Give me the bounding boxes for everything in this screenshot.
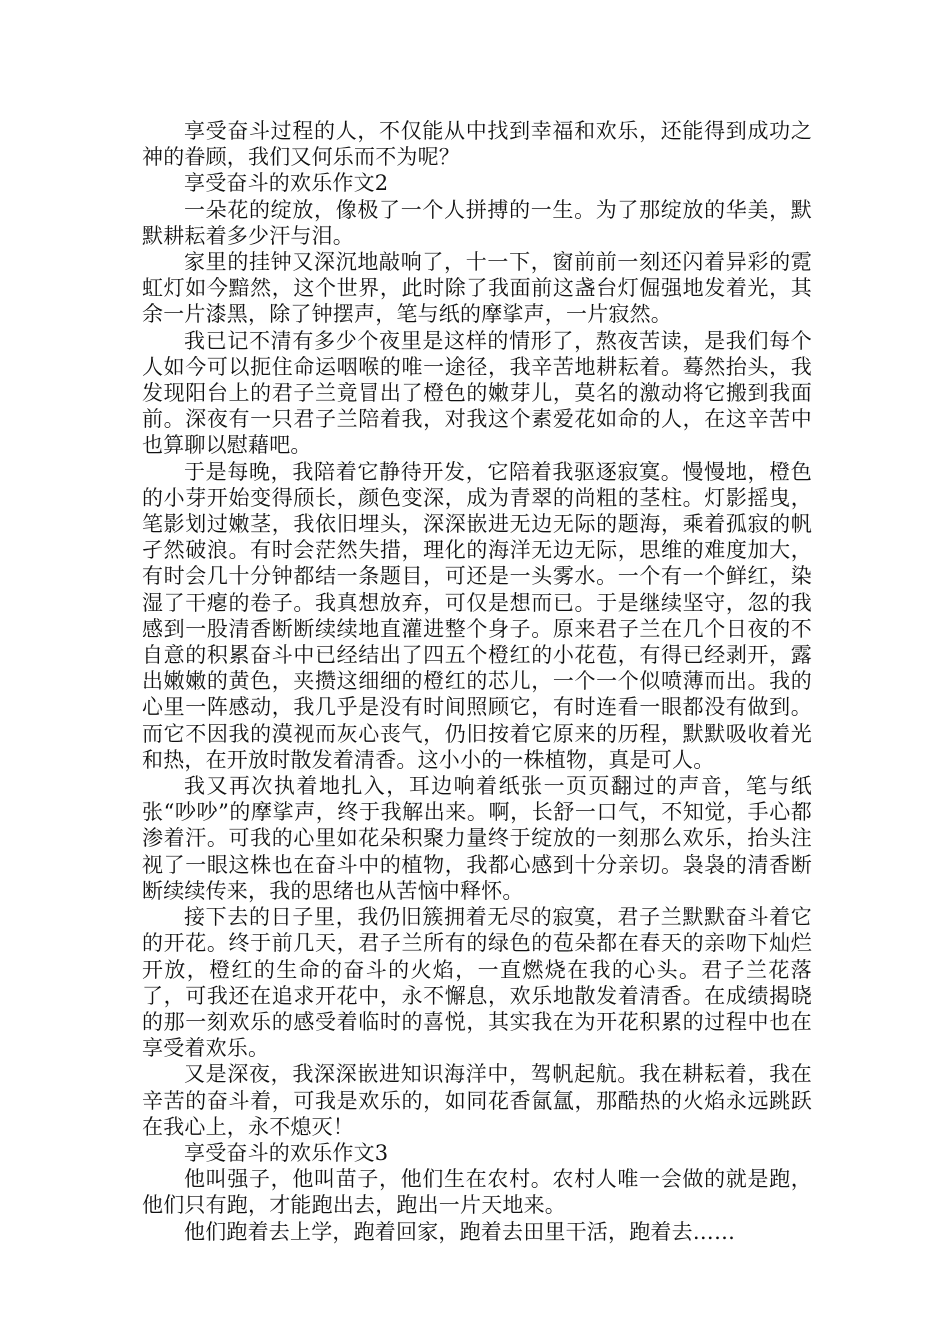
- section-heading-2: 享受奋斗的欢乐作文2: [184, 171, 389, 196]
- article-body: [142, 118, 812, 1245]
- paragraph: 又是深夜，我深深嵌进知识海洋中，驾帆起航。我在耕耘着，我在辛苦的奋斗着，可我是欢乐的，如同花香氤氲，那酷热的火焰永远跳跃在我心上，永不熄灭！: [142, 1062, 812, 1139]
- paragraph: 于是每晚，我陪着它静待开发，它陪着我驱逐寂寞。慢慢地，橙色的小芽开始变得颀长，颜色变深，成为青翠的尚粗的茎柱。灯影摇曳，笔影划过嫩茎，我依旧埋头，深深嵌进无边无际的题海，乘着孤寂的帆孑然破浪。有时会茫然失措，理化的海洋无边无际，思维的难度加大，有时会几十分钟都结一条题目，可还是一头雾水。一个有一个鲜红，染湿了干瘪的卷子。我真想放弃，可仅是想而已。于是继续坚守，忽的我感到一股清香断断续续地直灌进整个身子。原来君子兰在几个日夜的不自意的积累奋斗中已经结出了四五个橙红的小花苞，有得已经剥开，露出嫩嫩的黄色，夹攒这细细的橙红的芯儿，一个一个似喷薄而出。我的心里一阵感动，我几乎是没有时间照顾它，有时连看一眼都没有做到。而它不因我的漠视而灰心丧气，仍旧按着它原来的历程，默默吸收着光和热，在开放时散发着清香。这小小的一株植物，真是可人。: [142, 459, 812, 772]
- paragraph: 我已记不清有多少个夜里是这样的情形了，熬夜苦读，是我们每个人如今可以扼住命运咽喉的唯一途径，我辛苦地耕耘着。蓦然抬头，我发现阳台上的君子兰竟冒出了橙色的嫩芽儿，莫名的激动将它搬到我面前。深夜有一只君子兰陪着我，对我这个素爱花如命的人，在这辛苦中也算聊以慰藉吧。: [142, 328, 812, 458]
- paragraph: 他叫强子，他叫苗子，他们生在农村。农村人唯一会做的就是跑，他们只有跑，才能跑出去，跑出一片天地来。: [142, 1167, 812, 1218]
- paragraph: 家里的挂钟又深沉地敲响了，十一下，窗前前一刻还闪着异彩的霓虹灯如今黯然，这个世界，此时除了我面前这盏台灯倔强地发着光，其余一片漆黑，除了钟摆声，笔与纸的摩挲声，一片寂然。: [142, 250, 812, 327]
- paragraph: 一朵花的绽放，像极了一个人拼搏的一生。为了那绽放的华美，默默耕耘着多少汗与泪。: [142, 197, 812, 248]
- section-heading-3: 享受奋斗的欢乐作文3: [184, 1140, 389, 1165]
- paragraph: 我又再次执着地扎入，耳边响着纸张一页页翻过的声音，笔与纸张“吵吵”的摩挲声，终于我解出来。啊，长舒一口气，不知觉，手心都渗着汗。可我的心里如花朵积聚力量终于绽放的一刻那么欢乐，抬头注视了一眼这株也在奋斗中的植物，我都心感到十分亲切。袅袅的清香断断续续传来，我的思绪也从苦恼中释怀。: [142, 774, 812, 903]
- paragraph: 他们跑着去上学，跑着回家，跑着去田里干活，跑着去……: [184, 1219, 736, 1244]
- paragraph-intro-ending: 享受奋斗过程的人，不仅能从中找到幸福和欢乐，还能得到成功之神的眷顾，我们又何乐而不为呢？: [142, 119, 812, 170]
- paragraph: 接下去的日子里，我仍旧簇拥着无尽的寂寞，君子兰默默奋斗着它的开花。终于前几天，君子兰所有的绿色的苞朵都在春天的亲吻下灿烂开放，橙红的生命的奋斗的火焰，一直燃烧在我的心头。君子兰花落了，可我还在追求开花中，永不懈息，欢乐地散发着清香。在成绩揭晓的那一刻欢乐的感受着临时的喜悦，其实我在为开花积累的过程中也在享受着欢乐。: [142, 905, 812, 1061]
